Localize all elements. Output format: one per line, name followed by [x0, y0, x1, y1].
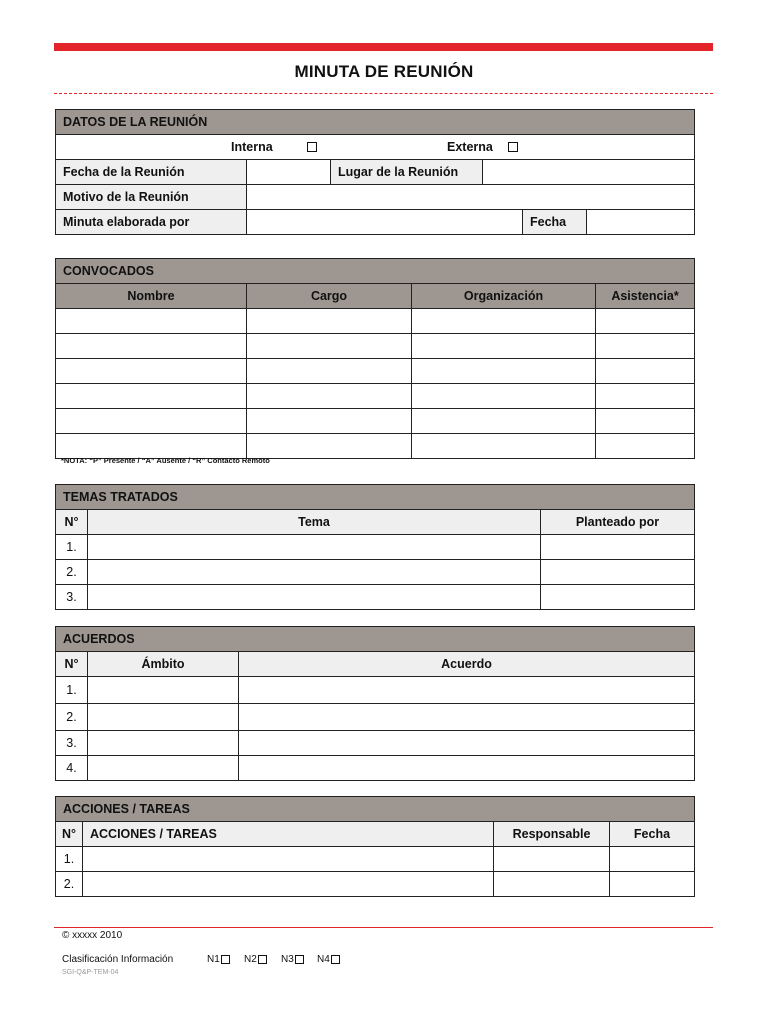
cargo-cell[interactable] — [247, 409, 412, 434]
table-row — [56, 847, 695, 872]
col-cargo: Cargo — [247, 284, 412, 309]
planteado-cell[interactable] — [541, 585, 695, 610]
top-red-bar — [54, 43, 713, 51]
fecha-label: Fecha — [523, 210, 587, 235]
acciones-table — [55, 796, 695, 897]
asistencia-cell[interactable] — [596, 359, 695, 384]
col-responsable: Responsable — [494, 822, 610, 847]
acuerdo-cell[interactable] — [239, 756, 695, 781]
footer-divider — [54, 927, 713, 928]
col-ambito: Ámbito — [88, 652, 239, 677]
row-number: 1. — [56, 535, 88, 560]
cargo-cell[interactable] — [247, 434, 412, 459]
col-numero: N° — [56, 822, 83, 847]
col-organizacion: Organización — [412, 284, 596, 309]
organizacion-cell[interactable] — [412, 434, 596, 459]
table-row — [56, 384, 695, 409]
acuerdos-header: ACUERDOS — [56, 627, 695, 652]
ambito-cell[interactable] — [88, 756, 239, 781]
table-row — [56, 359, 695, 384]
col-planteado-por: Planteado por — [541, 510, 695, 535]
level-checkbox[interactable] — [258, 955, 267, 964]
acuerdo-cell[interactable] — [239, 677, 695, 704]
table-row — [56, 560, 695, 585]
tema-cell[interactable] — [88, 535, 541, 560]
interna-label: Interna — [231, 140, 273, 154]
level-label: N4 — [317, 954, 330, 965]
col-numero: N° — [56, 652, 88, 677]
col-numero: N° — [56, 510, 88, 535]
row-number: 2. — [56, 872, 83, 897]
level-label: N2 — [244, 954, 257, 965]
nombre-cell[interactable] — [56, 434, 247, 459]
page-title: MINUTA DE REUNIÓN — [294, 62, 474, 81]
accion-cell[interactable] — [83, 847, 494, 872]
table-row — [56, 434, 695, 459]
fecha-cell[interactable] — [610, 872, 695, 897]
level-n2[interactable] — [244, 954, 267, 965]
table-row — [56, 535, 695, 560]
organizacion-cell[interactable] — [412, 309, 596, 334]
cargo-cell[interactable] — [247, 309, 412, 334]
asistencia-cell[interactable] — [596, 384, 695, 409]
row-number: 1. — [56, 847, 83, 872]
level-checkbox[interactable] — [331, 955, 340, 964]
table-row — [56, 731, 695, 756]
acuerdo-cell[interactable] — [239, 704, 695, 731]
fecha-reunion-field[interactable] — [247, 160, 331, 185]
datos-header: DATOS DE LA REUNIÓN — [56, 110, 695, 135]
level-checkbox[interactable] — [295, 955, 304, 964]
fecha-reunion-label: Fecha de la Reunión — [56, 160, 247, 185]
nombre-cell[interactable] — [56, 309, 247, 334]
interna-checkbox[interactable] — [307, 142, 317, 152]
table-row — [56, 704, 695, 731]
table-row — [56, 309, 695, 334]
temas-table — [55, 484, 695, 610]
nombre-cell[interactable] — [56, 334, 247, 359]
level-label: N3 — [281, 954, 294, 965]
row-number: 3. — [56, 731, 88, 756]
accion-cell[interactable] — [83, 872, 494, 897]
tema-cell[interactable] — [88, 560, 541, 585]
col-asistencia: Asistencia* — [596, 284, 695, 309]
col-tema: Tema — [88, 510, 541, 535]
table-row — [56, 872, 695, 897]
table-row — [56, 756, 695, 781]
ambito-cell[interactable] — [88, 677, 239, 704]
level-n1[interactable] — [207, 954, 230, 965]
table-row — [56, 334, 695, 359]
planteado-cell[interactable] — [541, 535, 695, 560]
document-code: SGI-Q&P-TEM-04 — [62, 969, 119, 976]
level-label: N1 — [207, 954, 220, 965]
temas-header: TEMAS TRATADOS — [56, 485, 695, 510]
datos-reunion-table — [55, 109, 695, 235]
col-acciones: ACCIONES / TAREAS — [83, 822, 494, 847]
organizacion-cell[interactable] — [412, 409, 596, 434]
motivo-label: Motivo de la Reunión — [56, 185, 247, 210]
title-divider — [54, 93, 713, 94]
col-acuerdo: Acuerdo — [239, 652, 695, 677]
row-number: 3. — [56, 585, 88, 610]
ambito-cell[interactable] — [88, 731, 239, 756]
nombre-cell[interactable] — [56, 359, 247, 384]
row-number: 4. — [56, 756, 88, 781]
row-number: 2. — [56, 704, 88, 731]
cargo-cell[interactable] — [247, 384, 412, 409]
elaborada-por-label: Minuta elaborada por — [56, 210, 247, 235]
level-n4[interactable] — [317, 954, 340, 965]
externa-label: Externa — [447, 140, 493, 154]
tema-cell[interactable] — [88, 585, 541, 610]
nombre-cell[interactable] — [56, 409, 247, 434]
fecha-field[interactable] — [587, 210, 695, 235]
cargo-cell[interactable] — [247, 359, 412, 384]
responsable-cell[interactable] — [494, 872, 610, 897]
responsable-cell[interactable] — [494, 847, 610, 872]
acciones-header: ACCIONES / TAREAS — [56, 797, 695, 822]
ambito-cell[interactable] — [88, 704, 239, 731]
convocados-header: CONVOCADOS — [56, 259, 695, 284]
elaborada-por-field[interactable] — [247, 210, 523, 235]
convocados-table — [55, 258, 695, 459]
row-number: 1. — [56, 677, 88, 704]
lugar-reunion-label: Lugar de la Reunión — [331, 160, 483, 185]
organizacion-cell[interactable] — [412, 384, 596, 409]
motivo-field[interactable] — [247, 185, 695, 210]
table-row — [56, 409, 695, 434]
level-n3[interactable] — [281, 954, 304, 965]
asistencia-cell[interactable] — [596, 334, 695, 359]
lugar-reunion-field[interactable] — [483, 160, 695, 185]
planteado-cell[interactable] — [541, 560, 695, 585]
asistencia-note: *NOTA: “P” Presente / “A” Ausente / “R” Contacto Remoto — [61, 456, 270, 465]
acuerdos-table — [55, 626, 695, 781]
fecha-cell[interactable] — [610, 847, 695, 872]
organizacion-cell[interactable] — [412, 359, 596, 384]
asistencia-cell[interactable] — [596, 434, 695, 459]
clasificacion-label: Clasificación Información — [62, 954, 174, 965]
acuerdo-cell[interactable] — [239, 731, 695, 756]
asistencia-cell[interactable] — [596, 409, 695, 434]
organizacion-cell[interactable] — [412, 334, 596, 359]
copyright-text: © xxxxx 2010 — [62, 930, 123, 941]
col-fecha: Fecha — [610, 822, 695, 847]
tipo-reunion-row — [56, 135, 695, 160]
row-number: 2. — [56, 560, 88, 585]
level-checkbox[interactable] — [221, 955, 230, 964]
table-row — [56, 677, 695, 704]
nombre-cell[interactable] — [56, 384, 247, 409]
externa-checkbox[interactable] — [508, 142, 518, 152]
col-nombre: Nombre — [56, 284, 247, 309]
table-row — [56, 585, 695, 610]
cargo-cell[interactable] — [247, 334, 412, 359]
asistencia-cell[interactable] — [596, 309, 695, 334]
